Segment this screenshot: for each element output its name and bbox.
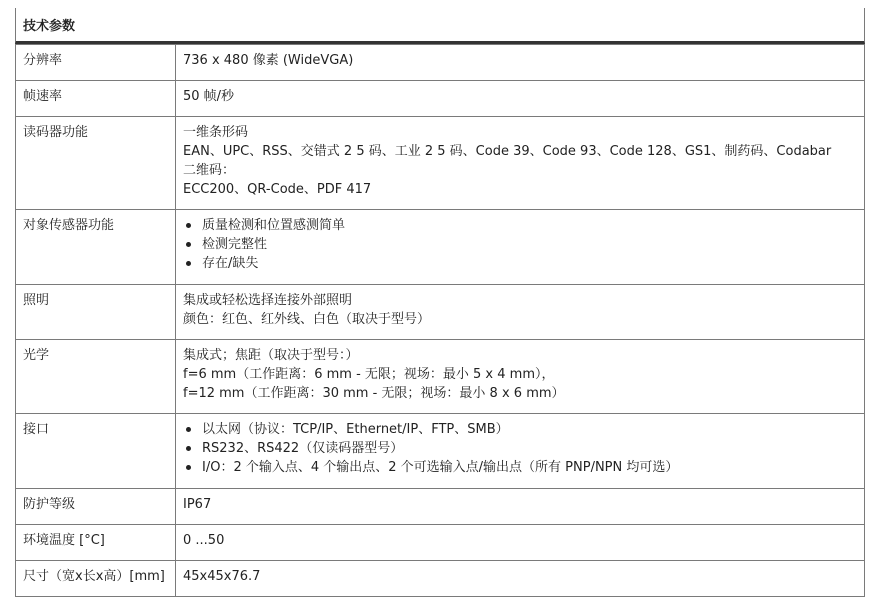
reader-line: ECC200、QR-Code、PDF 417 [183,182,372,197]
table-title: 技术参数 [15,8,865,44]
row-label-temperature: 环境温度 [°C] [16,525,176,561]
list-item: 检测完整性 [183,235,858,254]
row-label-lighting: 照明 [16,285,176,340]
row-value-protection: IP67 [176,489,865,525]
row-value-dimensions: 45x45x76.7 [176,561,865,597]
row-label-dimensions: 尺寸（宽x长x高）[mm] [16,561,176,597]
table-row [16,45,865,81]
lighting-line: 集成或轻松选择连接外部照明 [183,293,353,308]
row-label-resolution: 分辨率 [16,45,176,81]
row-value-optics [176,340,865,414]
spec-table-container [15,8,865,597]
row-label-interface: 接口 [16,414,176,489]
row-label-protection: 防护等级 [16,489,176,525]
table-row [16,489,865,525]
list-item: RS232、RS422（仅读码器型号） [183,439,858,458]
table-row [16,414,865,489]
row-value-interface [176,414,865,489]
table-row [16,81,865,117]
row-label-reader: 读码器功能 [16,117,176,210]
table-row [16,525,865,561]
row-label-frame-rate: 帧速率 [16,81,176,117]
list-item: 存在/缺失 [183,254,858,273]
optics-line: f=6 mm（工作距离：6 mm - 无限；视场：最小 5 x 4 mm）， [183,367,555,382]
row-value-frame-rate: 50 帧/秒 [176,81,865,117]
optics-line: 集成式；焦距（取决于型号：） [183,348,359,363]
list-item: 以太网（协议：TCP/IP、Ethernet/IP、FTP、SMB） [183,420,858,439]
row-value-temperature: 0 ...50 [176,525,865,561]
row-value-sensor [176,210,865,285]
row-label-optics: 光学 [16,340,176,414]
table-row [16,117,865,210]
interface-list [183,420,858,477]
reader-line: 二维码： [183,163,236,178]
sensor-list [183,216,858,273]
row-value-lighting [176,285,865,340]
reader-line: EAN、UPC、RSS、交错式 2 5 码、工业 2 5 码、Code 39、Code 93、Code 128、GS1、制药码、Codabar [183,144,832,159]
table-row [16,340,865,414]
row-value-reader [176,117,865,210]
table-row [16,210,865,285]
spec-table [15,44,865,597]
reader-line: 一维条形码 [183,125,249,140]
list-item: 质量检测和位置感测简单 [183,216,858,235]
table-row [16,285,865,340]
row-value-resolution: 736 x 480 像素 (WideVGA) [176,45,865,81]
lighting-line: 颜色：红色、红外线、白色（取决于型号） [183,312,431,327]
table-row [16,561,865,597]
optics-line: f=12 mm（工作距离：30 mm - 无限；视场：最小 8 x 6 mm） [183,386,565,401]
row-label-sensor: 对象传感器功能 [16,210,176,285]
list-item: I/O：2 个输入点、4 个输出点、2 个可选输入点/输出点（所有 PNP/NPN 均可选） [183,458,858,477]
